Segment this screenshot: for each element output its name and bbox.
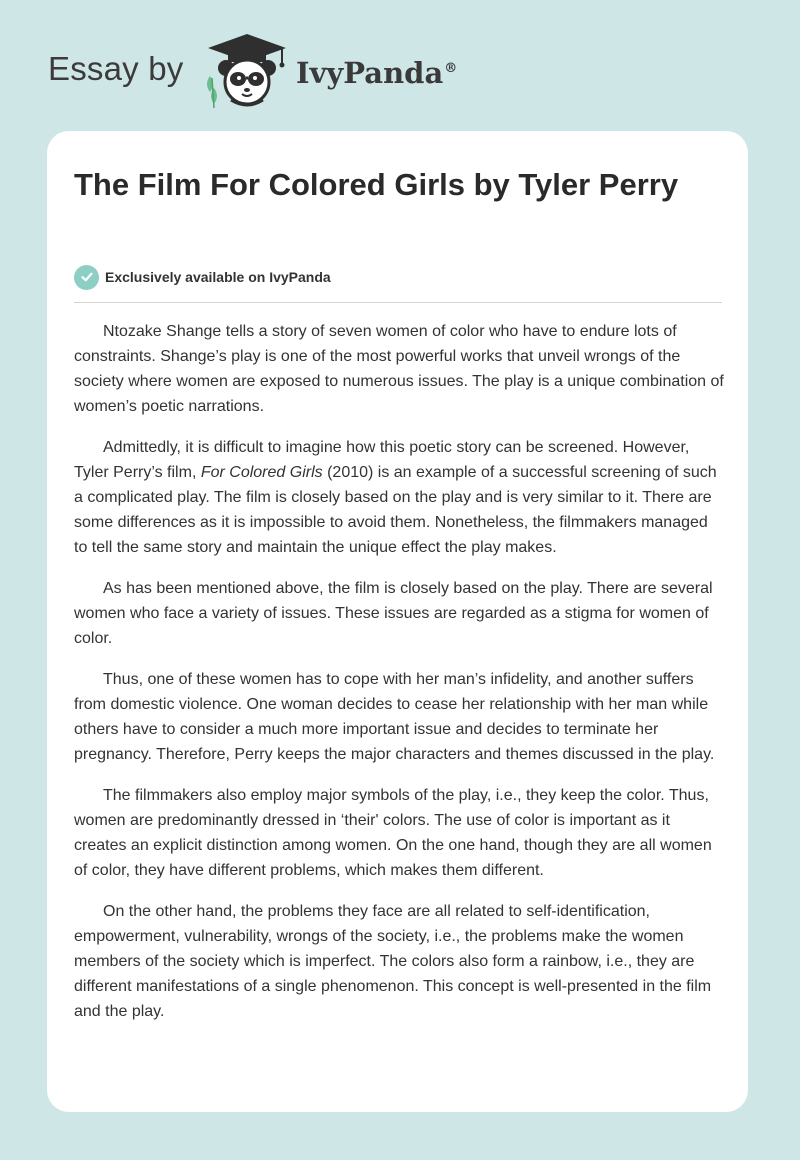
essay-by-label: Essay by (48, 50, 184, 87)
checkmark-icon (74, 265, 99, 290)
exclusive-badge (74, 264, 331, 290)
paragraph-text: Admittedly, it is difficult to imagine how this poetic story can be screened. However, Tyler Perry’s film, (74, 439, 690, 481)
paragraph (74, 576, 724, 651)
ivypanda-brand[interactable] (296, 56, 457, 90)
site-header (48, 30, 548, 110)
exclusive-label: Exclusively available on IvyPanda (105, 269, 331, 285)
paragraph (74, 319, 724, 419)
paragraph (74, 899, 724, 1024)
essay-body (74, 319, 724, 1040)
divider (74, 302, 722, 303)
paragraph (74, 667, 724, 767)
registered-mark: ® (444, 61, 458, 77)
essay-title: The Film For Colored Girls by Tyler Perry (74, 167, 679, 202)
paragraph (74, 783, 724, 883)
paragraph-text: Ntozake Shange tells a story of seven women of color who have to endure lots of constraints. Shange’s play is one of the most powerful works that unveil wrongs of the society where women are exposed to numerous issues. The play is a unique combination of women’s poetic narrations. (74, 323, 724, 415)
paragraph-text: Thus, one of these women has to cope with her man’s infidelity, and another suffers from domestic violence. One woman decides to cease her relationship with her man while others have to consider a much more important issue and decides to terminate her pregnancy. Therefore, Perry keeps the major characters and themes discussed in the play. (74, 671, 715, 763)
paragraph-text: As has been mentioned above, the film is closely based on the play. There are several women who face a variety of issues. These issues are regarded as a stigma for women of color. (74, 580, 713, 647)
paragraph-text: (2010) is an example of a successful screening of such a complicated play. The film is closely based on the play and is very similar to it. There are some differences as it is impossible to avoid them. Nonetheless, the filmmakers managed to tell the same story and maintain the unique effect the play makes. (74, 464, 717, 556)
ivypanda-logo-icon[interactable] (202, 30, 292, 115)
film-title: For Colored Girls (200, 464, 323, 481)
essay-card (47, 131, 748, 1112)
brand-name: IvyPanda (296, 56, 444, 90)
paragraph-text: The filmmakers also employ major symbols of the play, i.e., they keep the color. Thus, women are predominantly dressed in ‘their' colors. The use of color is important as it creates an explicit distinction among women. On the one hand, though they are all women of color, they have different problems, which makes them different. (74, 787, 712, 879)
paragraph (74, 435, 724, 560)
paragraph-text: On the other hand, the problems they face are all related to self-identification, empowerment, vulnerability, wrongs of the society, i.e., the problems make the women members of the society which is imperfect. The colors also form a rainbow, i.e., they are different manifestations of a single phenomenon. This concept is well-presented in the film and the play. (74, 903, 712, 1020)
